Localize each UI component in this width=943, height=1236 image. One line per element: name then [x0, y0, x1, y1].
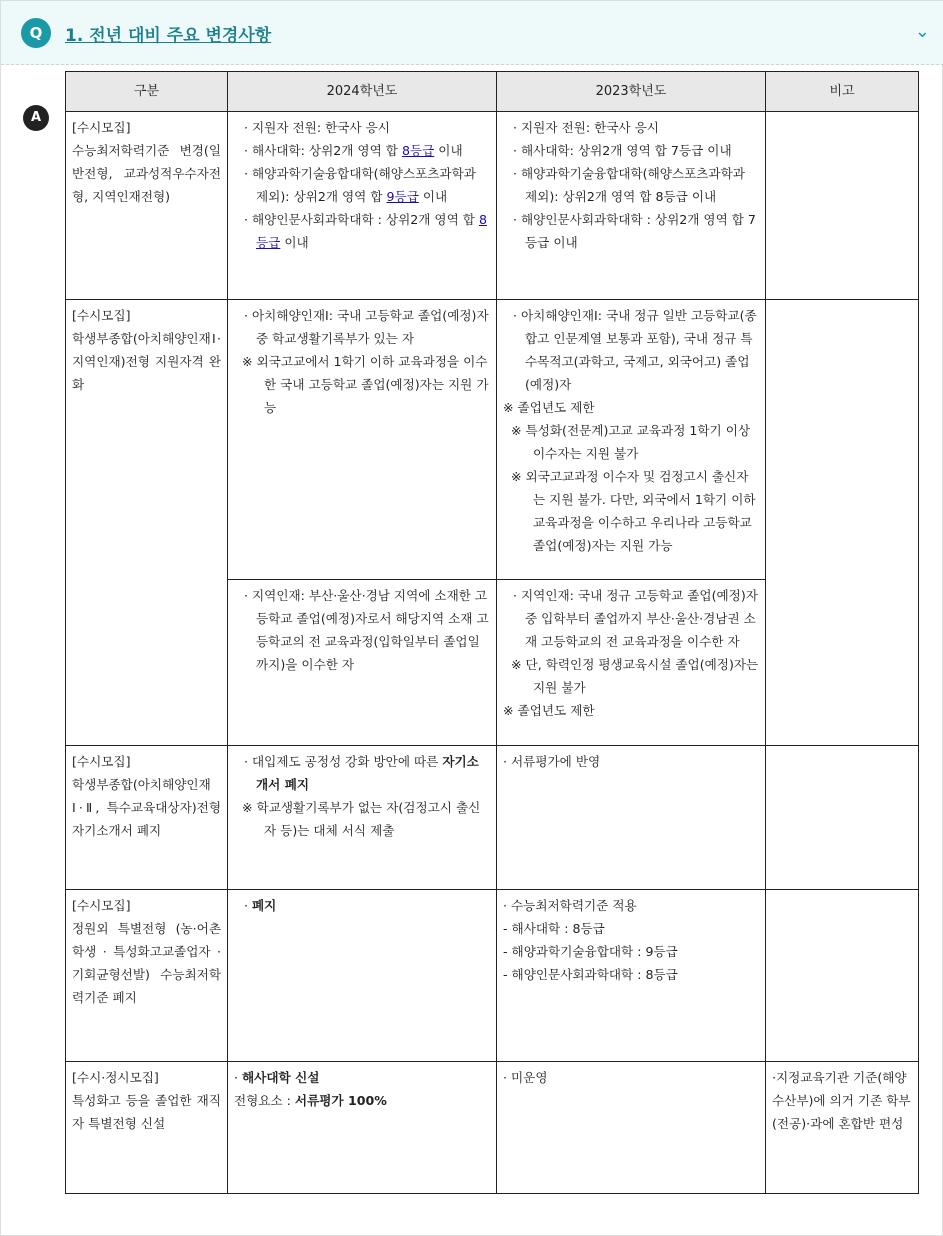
text: · 지원자 전원: 한국사 응시: [244, 120, 390, 135]
text: 이내: [434, 143, 463, 158]
cell-paragraph: [234, 304, 490, 350]
cell-paragraph: [503, 584, 759, 653]
cell-paragraph: [503, 208, 759, 254]
cell-y2023: [497, 1062, 766, 1194]
cell-category: [66, 890, 228, 1062]
text: · 지원자 전원: 한국사 응시: [513, 120, 659, 135]
cell-paragraph: [234, 139, 490, 162]
text: · 대입제도 공정성 강화 방안에 따른: [244, 754, 443, 769]
cell-paragraph: [72, 116, 221, 139]
text: ·: [234, 1070, 243, 1085]
cell-paragraph: [503, 963, 759, 986]
text: 수능최저학력기준 변경(일반전형, 교과성적우수자전형, 지역인재전형): [72, 143, 221, 204]
cell-y2023: [497, 300, 766, 580]
text: · 지역인재: 부산·울산·경남 지역에 소재한 고등학교 졸업(예정)자로서 해당지역 소재 고등학교의 전 교육과정(입학일부터 졸업일까지)을 이수한 자: [244, 588, 489, 672]
cell-paragraph: [72, 1066, 221, 1089]
grade-link[interactable]: 8등급: [256, 212, 487, 250]
table-row: [66, 746, 919, 890]
col-header-2023: 2023학년도: [497, 72, 766, 112]
cell-paragraph: [72, 917, 221, 1009]
cell-y2023: [497, 112, 766, 300]
text: 이내: [280, 235, 309, 250]
text: · 해양인문사회과학대학 : 상위2개 영역 합: [244, 212, 479, 227]
cell-paragraph: [234, 796, 490, 842]
text: - 해사대학 : 8등급: [503, 921, 605, 936]
a-badge: A: [23, 105, 49, 131]
text: 전형요소 :: [234, 1093, 295, 1108]
cell-paragraph: [72, 327, 221, 396]
col-header-2024: 2024학년도: [228, 72, 497, 112]
text: · 해양과학기술융합대학(해양스포츠과학과 제외): 상위2개 영역 합: [244, 166, 476, 204]
cell-y2023: [497, 746, 766, 890]
text: ·지정교육기관 기준(해양수산부)에 의거 기존 학부(전공)·과에 혼합반 편성: [772, 1070, 911, 1131]
cell-y2024: [228, 1062, 497, 1194]
text: 이내: [418, 189, 448, 204]
cell-paragraph: [503, 1066, 759, 1089]
text: ※ 학교생활기록부가 없는 자(검정고시 출신자 등)는 대체 서식 제출: [242, 800, 481, 838]
cell-category: [66, 112, 228, 300]
cell-category: [66, 1062, 228, 1194]
text: · 서류평가에 반영: [503, 754, 601, 769]
text: ※ 특성화(전문계)고교 교육과정 1학기 이상 이수자는 지원 불가: [511, 423, 751, 461]
table-row: [66, 1062, 919, 1194]
cell-y2024: [228, 746, 497, 890]
cell-paragraph: [72, 139, 221, 208]
text: ※ 졸업년도 제한: [503, 400, 595, 415]
text: 특성화고 등을 졸업한 재직자 특별전형 신설: [72, 1093, 221, 1131]
cell-paragraph: [234, 750, 490, 796]
text: ※ 외국고교과정 이수자 및 검정고시 출신자는 지원 불가. 다만, 외국에서 1학기 이하 교육과정을 이수하고 우리나라 고등학교 졸업(예정)자는 지원 가능: [511, 469, 756, 553]
table-row: [66, 300, 919, 580]
text: · 미운영: [503, 1070, 548, 1085]
cell-paragraph: [234, 350, 490, 419]
cell-paragraph: [503, 465, 759, 557]
text: · 해사대학: 상위2개 영역 합: [244, 143, 402, 158]
text: · 해양인문사회과학대학 : 상위2개 영역 합 7등급 이내: [513, 212, 756, 250]
cell-paragraph: [234, 162, 490, 208]
text: ※ 단, 학력인정 평생교육시설 졸업(예정)자는 지원 불가: [511, 657, 759, 695]
cell-remarks: [766, 300, 919, 746]
cell-paragraph: [234, 1089, 490, 1112]
text: [수시모집]: [72, 120, 131, 135]
cell-paragraph: [503, 116, 759, 139]
text: · 지역인재: 국내 정규 고등학교 졸업(예정)자 중 입학부터 졸업까지 부산·울산·경남권 소재 고등학교의 전 교육과정을 이수한 자: [513, 588, 758, 649]
cell-paragraph: [503, 139, 759, 162]
col-header-remarks: 비고: [766, 72, 919, 112]
text: - 해양인문사회과학대학 : 8등급: [503, 967, 678, 982]
text: [수시모집]: [72, 898, 131, 913]
grade-link[interactable]: 8등급: [401, 143, 435, 158]
cell-paragraph: [234, 116, 490, 139]
changes-table: [65, 71, 919, 1194]
cell-paragraph: [503, 396, 759, 419]
cell-remarks: [766, 1062, 919, 1194]
text: · 아치해양인재Ⅰ: 국내 정규 일반 고등학교(종합고 인문계열 보통과 포함), 국내 정규 특수목적고(과학고, 국제고, 외국어고) 졸업(예정)자: [513, 308, 757, 392]
cell-paragraph: [772, 1066, 912, 1135]
bold-text: 자기소개서 폐지: [256, 754, 479, 792]
bold-text: 신설: [290, 1070, 320, 1085]
question-header[interactable]: [1, 1, 943, 65]
text: · 아치해양인재Ⅰ: 국내 고등학교 졸업(예정)자 중 학교생활기록부가 있는 자: [244, 308, 489, 346]
cell-remarks: [766, 890, 919, 1062]
cell-y2024: [228, 300, 497, 580]
question-title[interactable]: 1. 전년 대비 주요 변경사항: [65, 26, 272, 46]
bold-text: 폐지: [252, 898, 277, 913]
text: [수시·정시모집]: [72, 1070, 159, 1085]
cell-paragraph: [503, 653, 759, 699]
text: 정원외 특별전형 (농·어촌학생 · 특성화고교졸업자 · 기회균형선발) 수능최저학력기준 폐지: [72, 921, 221, 1005]
cell-paragraph: [72, 773, 221, 842]
cell-paragraph: [72, 1089, 221, 1135]
text: 학생부종합(아치해양인재Ⅰ·Ⅱ, 특수교육대상자)전형 자기소개서 폐지: [72, 777, 221, 838]
cell-paragraph: [503, 750, 759, 773]
text: [수시모집]: [72, 308, 131, 323]
cell-remarks: [766, 112, 919, 300]
cell-y2024: [228, 112, 497, 300]
cell-y2023: [497, 580, 766, 746]
cell-paragraph: [503, 699, 759, 722]
cell-paragraph: [503, 940, 759, 963]
cell-y2023: [497, 890, 766, 1062]
text: - 해양과학기술융합대학 : 9등급: [503, 944, 678, 959]
q-badge: Q: [21, 18, 51, 48]
text: ·: [244, 898, 253, 913]
cell-paragraph: [503, 162, 759, 208]
cell-paragraph: [234, 894, 490, 917]
cell-paragraph: [503, 917, 759, 940]
cell-paragraph: [72, 304, 221, 327]
grade-link[interactable]: 9등급: [386, 189, 419, 204]
cell-paragraph: [503, 894, 759, 917]
text: 학생부종합(아치해양인재Ⅰ·지역인재)전형 지원자격 완화: [72, 331, 221, 392]
chevron-down-icon[interactable]: ⌄: [914, 21, 930, 42]
cell-paragraph: [234, 584, 490, 676]
text: · 수능최저학력기준 적용: [503, 898, 637, 913]
table-row: [66, 890, 919, 1062]
text: · 해양과학기술융합대학(해양스포츠과학과 제외): 상위2개 영역 합 8등급 이내: [513, 166, 745, 204]
text: [수시모집]: [72, 754, 131, 769]
cell-paragraph: [234, 208, 490, 254]
cell-category: [66, 746, 228, 890]
cell-category: [66, 300, 228, 746]
cell-paragraph: [503, 419, 759, 465]
cell-y2024: [228, 580, 497, 746]
text: · 해사대학: 상위2개 영역 합 7등급 이내: [513, 143, 732, 158]
text: ※ 졸업년도 제한: [503, 703, 595, 718]
text: ※ 외국고교에서 1학기 이하 교육과정을 이수한 국내 고등학교 졸업(예정)자는 지원 가능: [242, 354, 489, 415]
cell-paragraph: [234, 1066, 490, 1089]
cell-paragraph: [72, 750, 221, 773]
cell-paragraph: [72, 894, 221, 917]
cell-paragraph: [503, 304, 759, 396]
cell-remarks: [766, 746, 919, 890]
cell-y2024: [228, 890, 497, 1062]
bold-text: 해사대학: [242, 1070, 291, 1085]
table-row: [66, 112, 919, 300]
col-header-category: 구분: [66, 72, 228, 112]
bold-text: 서류평가 100%: [294, 1093, 387, 1108]
